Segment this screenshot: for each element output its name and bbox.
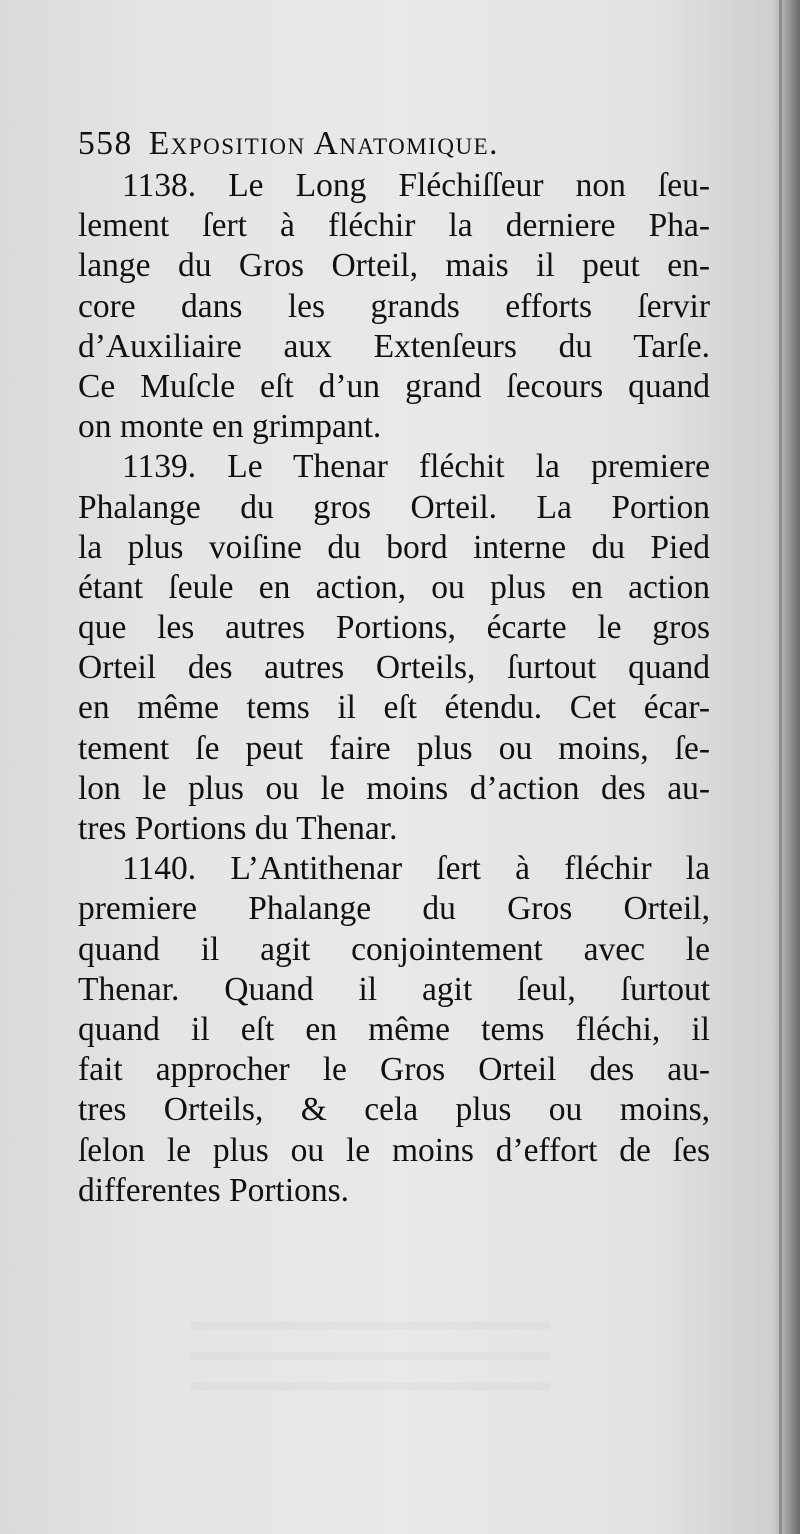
- paragraph-1138-line-2: lement ſert à fléchir la derniere Pha-: [78, 207, 710, 245]
- running-title: Exposition Anatomique.: [148, 125, 499, 162]
- paragraph-1140-line-9: differentes Portions.: [78, 1171, 350, 1209]
- paragraph-1138-line-1: 1138. Le Long Fléchiſſeur non ſeu-: [122, 167, 710, 204]
- paragraph-1140-line-2: premiere Phalange du Gros Orteil,: [78, 890, 710, 928]
- paragraph-1139-line-2: Phalange du gros Orteil. La Portion: [78, 488, 710, 526]
- paragraph-1139-line-1: 1139. Le Thenar fléchit la premiere: [122, 448, 710, 486]
- paragraph-1139-line-10: tres Portions du Thenar.: [78, 810, 398, 847]
- paragraph-1138-line-5: d’Auxiliaire aux Extenſeurs du Tarſe.: [78, 327, 710, 365]
- paragraph-1140-line-5: quand il eſt en même tems fléchi, il: [78, 1010, 710, 1048]
- paragraph-1140-line-3: quand il agit conjointement avec le: [78, 930, 710, 968]
- paragraph-1139-line-8: tement ſe peut faire plus ou moins, ſe-: [78, 729, 710, 767]
- paragraph-1139-line-4: étant ſeule en action, ou plus en action: [78, 568, 710, 606]
- running-header: [78, 122, 710, 166]
- paragraph-1140-line-7: tres Orteils, & cela plus ou moins,: [78, 1091, 710, 1129]
- paragraph-1140-line-1: 1140. L’Antithenar ſert à fléchir la: [122, 850, 710, 888]
- paragraph-1139-line-5: que les autres Portions, écarte le gros: [78, 609, 710, 647]
- paragraph-1138-line-6: Ce Muſcle eſt d’un grand ſecours quand: [78, 367, 710, 405]
- paragraph-1139-line-7: en même tems il eſt étendu. Cet écar-: [78, 689, 710, 727]
- paragraph-1139-line-9: lon le plus ou le moins d’action des au-: [78, 769, 710, 807]
- paragraph-1138-line-3: lange du Gros Orteil, mais il peut en-: [78, 247, 710, 285]
- text-block: [78, 122, 710, 1211]
- paragraph-1140-line-4: Thenar. Quand il agit ſeul, ſurtout: [78, 970, 710, 1008]
- paragraph-1138-line-7: on monte en grimpant.: [78, 408, 382, 446]
- paragraph-1140-line-6: fait approcher le Gros Orteil des au-: [78, 1051, 710, 1089]
- page-number: 558: [78, 125, 133, 162]
- page-edge-shadow: [774, 0, 800, 1534]
- paragraph-1140-line-8: ſelon le plus ou le moins d’effort de ſes: [78, 1131, 710, 1169]
- show-through-shadow: [190, 1300, 550, 1390]
- paragraph-1139-line-3: la plus voiſine du bord interne du Pied: [78, 528, 710, 566]
- paragraph-1139-line-6: Orteil des autres Orteils, ſurtout quand: [78, 649, 710, 687]
- paragraph-1138-line-4: core dans les grands efforts ſervir: [78, 287, 710, 325]
